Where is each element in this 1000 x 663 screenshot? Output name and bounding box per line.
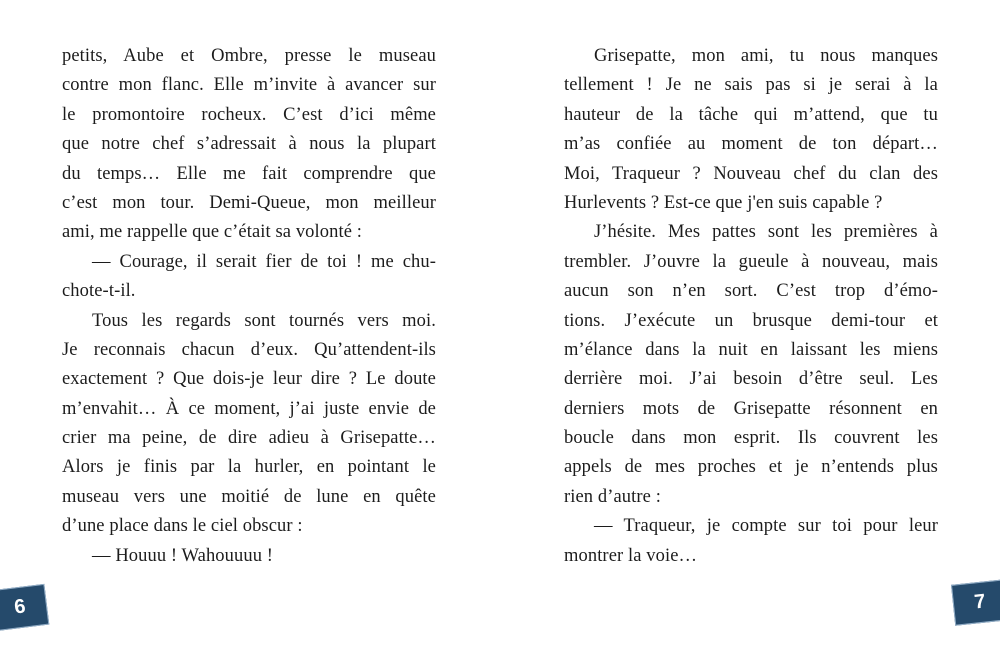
text-line: m’as confiée au moment de ton départ… [564, 134, 938, 155]
left-page-number: 6 [13, 595, 27, 619]
text-line: hauteur de la tâche qui m’attend, que tu [564, 104, 938, 125]
text-line: museau vers une moitié de lune en quête [62, 486, 436, 507]
right-page [500, 0, 1000, 663]
text-line: — Courage, il serait fier de toi ! me chu- [92, 251, 436, 272]
text-line: Hurlevents ? Est-ce que j'en suis capable ? [564, 192, 883, 213]
text-line: Je reconnais chacun d’eux. Qu’attendent-ils [62, 339, 436, 360]
text-line: que notre chef s’adressait à nous la plupart [62, 134, 436, 155]
text-line: — Traqueur, je compte sur toi pour leur [594, 516, 938, 537]
left-page-number-tab [0, 584, 49, 631]
text-line: ami, me rappelle que c’était sa volonté : [62, 222, 362, 243]
text-line: tellement ! Je ne sais pas si je serai à la [564, 75, 938, 96]
text-line: petits, Aube et Ombre, presse le museau [62, 46, 436, 66]
text-line: derrière moi. J’ai besoin d’être seul. Les [564, 369, 938, 390]
text-line: d’une place dans le ciel obscur : [62, 516, 303, 537]
text-line: Grisepatte, mon ami, tu nous manques [594, 46, 938, 66]
text-line: crier ma peine, de dire adieu à Grisepatte… [62, 428, 436, 449]
text-line: c’est mon tour. Demi-Queue, mon meilleur [62, 192, 436, 213]
text-line: Tous les regards sont tournés vers moi. [92, 310, 436, 331]
text-line: m’envahit… À ce moment, j’ai juste envie de [62, 398, 436, 419]
text-line: exactement ? Que dois-je leur dire ? Le doute [62, 369, 436, 390]
text-line: montrer la voie… [564, 545, 698, 566]
text-line: aucun son n’en sort. C’est trop d’émo- [564, 281, 938, 302]
left-page-text-column [62, 42, 436, 571]
text-line: contre mon flanc. Elle m’invite à avancer sur [62, 75, 436, 96]
text-line: — Houuu ! Wahouuuu ! [92, 545, 274, 566]
right-page-text-column [564, 42, 938, 571]
right-page-number: 7 [973, 590, 987, 614]
text-line: m’élance dans la nuit en laissant les miens [564, 339, 938, 360]
text-line: Moi, Traqueur ? Nouveau chef du clan des [564, 163, 938, 184]
right-page-number-tab [951, 579, 1000, 625]
text-line: rien d’autre : [564, 486, 661, 507]
text-line: tions. J’exécute un brusque demi-tour et [564, 310, 938, 331]
text-line: chote-t-il. [62, 281, 136, 302]
text-line: derniers mots de Grisepatte résonnent en [564, 398, 938, 419]
text-line: du temps… Elle me fait comprendre que [62, 163, 436, 184]
text-line: le promontoire rocheux. C’est d’ici même [62, 104, 436, 125]
text-line: boucle dans mon esprit. Ils couvrent les [564, 428, 938, 449]
text-line: trembler. J’ouvre la gueule à nouveau, mais [564, 251, 938, 272]
text-line: J’hésite. Mes pattes sont les premières à [594, 222, 938, 243]
text-line: appels de mes proches et je n’entends plus [564, 457, 938, 478]
text-line: Alors je finis par la hurler, en pointant le [62, 457, 436, 478]
